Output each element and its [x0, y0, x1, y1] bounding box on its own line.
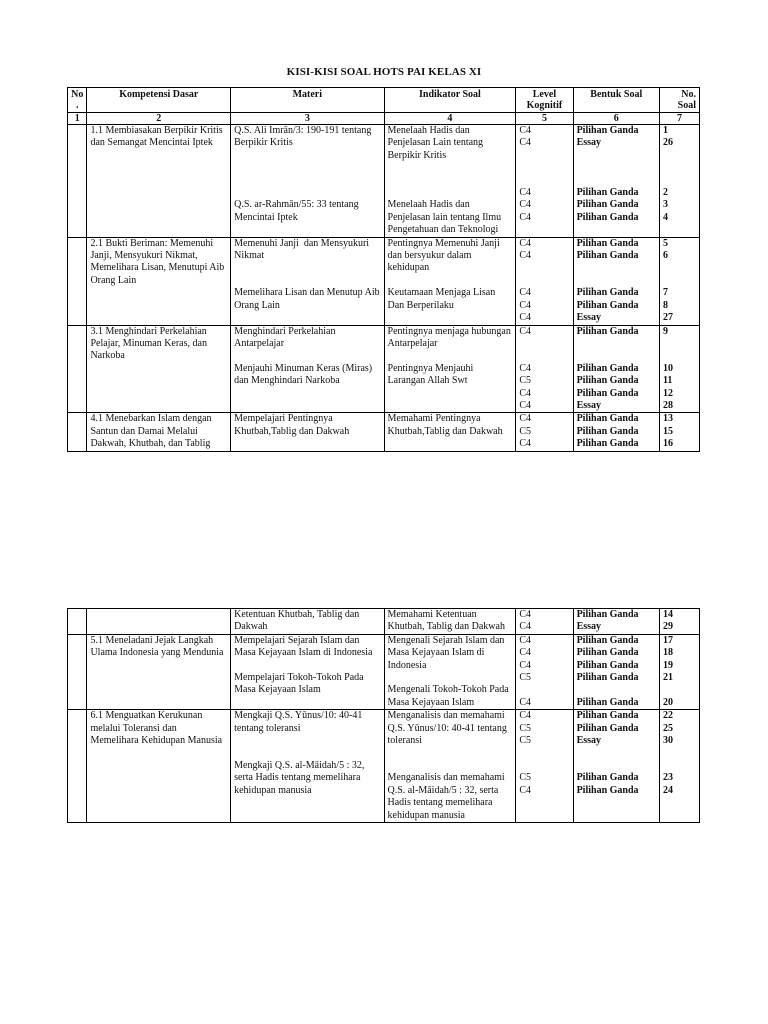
- bentuk-soal-cell-text: Pilihan Ganda Pilihan Ganda Pilihan Ganda Pilihan Ganda Essay: [576, 237, 639, 324]
- materi-cell-text: Menghindari Perkelahian Antarpelajar Menjauhi Minuman Keras (Miras) dan Menghindari Narkoba: [234, 325, 373, 387]
- level-kognitif-cell-text: C4 C5 C4: [519, 413, 531, 450]
- bentuk-soal-cell: [573, 413, 659, 451]
- no-soal-cell-text: 13 15 16: [662, 413, 673, 450]
- materi-cell: [231, 325, 384, 413]
- bentuk-soal-cell: [573, 609, 659, 635]
- materi-cell: [231, 237, 384, 325]
- kompetensi-dasar-cell-text: 6.1 Menguatkan Kerukunan melalui Toleransi dan Memelihara Kehidupan Manusia: [90, 710, 223, 747]
- indikator-soal-cell-text: Menganalisis dan memahami Q.S. Yūnus/10: 40-41 tentang toleransi Menganalisis dan memahami Q.S. al-Māidah/5 : 32, serta Hadis tentang memelihara kehidupan manusia: [387, 710, 507, 821]
- row-number-cell: [68, 634, 87, 709]
- row-number-cell-text: [71, 635, 83, 647]
- row-number-cell: [68, 413, 87, 451]
- no-soal-cell: [659, 609, 699, 635]
- indikator-soal-cell-text: Menelaah Hadis dan Penjelasan Lain tentang Berpikir Kritis Menelaah Hadis dan Penjelasan lain tentang Ilmu Pengetahuan dan Teknologi: [387, 125, 502, 236]
- kompetensi-dasar-cell: [87, 125, 231, 238]
- header-kompetensi-dasar: Kompetensi Dasar: [87, 88, 231, 113]
- kompetensi-dasar-cell-text: 3.1 Menghindari Perkelahian Pelajar, Minuman Keras, dan Narkoba: [90, 325, 210, 362]
- bentuk-soal-cell: [573, 237, 659, 325]
- column-number: 2: [87, 113, 231, 125]
- row-number-cell-text: [71, 326, 83, 338]
- bentuk-soal-cell-text: Pilihan Ganda Pilihan Ganda Pilihan Ganda Pilihan Ganda Pilihan Ganda: [576, 634, 639, 708]
- level-kognitif-cell: [516, 237, 573, 325]
- bentuk-soal-cell: [573, 125, 659, 238]
- header-indikator-soal: Indikator Soal: [384, 88, 516, 113]
- column-number: 4: [384, 113, 516, 125]
- no-soal-cell-text: 14 29: [662, 609, 673, 633]
- no-soal-cell: [659, 710, 699, 823]
- row-number-cell-text: [71, 413, 83, 425]
- row-number-cell: [68, 125, 87, 238]
- bentuk-soal-cell-text: Pilihan Ganda Pilihan Ganda Pilihan Ganda Pilihan Ganda Essay: [576, 325, 639, 411]
- row-number-cell: [68, 237, 87, 325]
- kompetensi-dasar-cell: [87, 710, 231, 823]
- materi-cell: [231, 634, 384, 709]
- kompetensi-dasar-cell-text: 4.1 Menebarkan Islam dengan Santun dan Damai Melalui Dakwah, Khutbah, dan Tablig: [90, 413, 215, 450]
- materi-cell-text: Memenuhi Janji dan Mensyukuri Nikmat Memelihara Lisan dan Menutup Aib Orang Lain: [234, 237, 380, 311]
- kompetensi-dasar-cell: [87, 237, 231, 325]
- level-kognitif-cell: [516, 634, 573, 709]
- indikator-soal-cell-text: Mengenali Sejarah Islam dan Masa Kejayaan Islam di Indonesia Mengenali Tokoh-Tokoh Pada Masa Kejayaan Islam: [387, 634, 509, 708]
- level-kognitif-cell-text: C4 C4 C4 C5 C4: [519, 634, 531, 708]
- bentuk-soal-cell-text: Pilihan Ganda Essay: [576, 609, 639, 633]
- column-number: 5: [516, 113, 573, 125]
- level-kognitif-cell-text: C4 C5 C5 C5 C4: [519, 710, 531, 796]
- column-number: 1: [68, 113, 87, 125]
- row-number-cell-text: [71, 609, 83, 621]
- table-row: [68, 237, 700, 325]
- kompetensi-dasar-cell: [87, 413, 231, 451]
- no-soal-cell: [659, 634, 699, 709]
- materi-cell-text: Ketentuan Khutbah, Tablig dan Dakwah: [234, 609, 362, 633]
- materi-cell: [231, 710, 384, 823]
- no-soal-cell: [659, 237, 699, 325]
- kompetensi-dasar-cell-text: [90, 609, 227, 621]
- materi-cell-text: Mengkaji Q.S. Yūnus/10: 40-41 tentang toleransi Mengkaji Q.S. al-Māidah/5 : 32, serta Hadis tentang memelihara kehidupan manusia: [234, 710, 365, 796]
- row-number-cell-text: [71, 710, 83, 722]
- indikator-soal-cell: [384, 237, 516, 325]
- header-bentuk-soal: Bentuk Soal: [573, 88, 659, 113]
- no-soal-cell-text: 9 10 11 12 28: [662, 325, 673, 411]
- kompetensi-dasar-cell-text: 2.1 Bukti Beriman: Memenuhi Janji, Mensyukuri Nikmat, Memelihara Lisan, Menutupi Aib Orang Lain: [90, 237, 227, 286]
- no-soal-cell-text: 17 18 19 21 20: [662, 634, 673, 708]
- indikator-soal-cell-text: Memahami Ketentuan Khutbah, Tablig dan Dakwah: [387, 609, 505, 633]
- row-number-cell: [68, 325, 87, 413]
- kompetensi-dasar-cell-text: 1.1 Membiasakan Berpikir Kritis dan Semangat Mencintai Iptek: [90, 125, 226, 149]
- indikator-soal-cell: [384, 413, 516, 451]
- bentuk-soal-cell: [573, 325, 659, 413]
- row-number-cell: [68, 710, 87, 823]
- header-level-kognitif: Level Kognitif: [516, 88, 573, 113]
- document-title: KISI-KISI SOAL HOTS PAI KELAS XI: [286, 66, 482, 78]
- no-soal-cell: [659, 325, 699, 413]
- no-soal-cell-text: 1 26 2 3 4: [662, 125, 673, 223]
- indikator-soal-cell: [384, 710, 516, 823]
- kompetensi-dasar-cell: [87, 609, 231, 635]
- row-number-cell-text: [71, 238, 83, 250]
- column-number-row: [68, 113, 700, 125]
- header-no-soal: No. Soal: [659, 88, 699, 113]
- no-soal-cell: [659, 413, 699, 451]
- indikator-soal-cell-text: Memahami Pentingnya Khutbah,Tablig dan Dakwah: [387, 413, 503, 437]
- bentuk-soal-cell-text: Pilihan Ganda Pilihan Ganda Pilihan Ganda: [576, 413, 639, 450]
- table-row: [68, 413, 700, 451]
- level-kognitif-cell: [516, 125, 573, 238]
- level-kognitif-cell: [516, 325, 573, 413]
- table-row: [68, 710, 700, 823]
- kompetensi-dasar-cell: [87, 634, 231, 709]
- no-soal-cell-text: 5 6 7 8 27: [662, 237, 673, 324]
- indikator-soal-cell-text: Pentingnya Memenuhi Janji dan bersyukur dalam kehidupan Keutamaan Menjaga Lisan Dan Berperilaku: [387, 237, 500, 311]
- materi-cell: [231, 413, 384, 451]
- materi-cell-text: Mempelajari Sejarah Islam dan Masa Kejayaan Islam di Indonesia Mempelajari Tokoh-Tokoh Pada Masa Kejayaan Islam: [234, 634, 373, 696]
- level-kognitif-cell-text: C4 C4 C4 C4 C4: [519, 237, 531, 324]
- header-row: [68, 88, 700, 113]
- kompetensi-dasar-cell-text: 5.1 Meneladani Jejak Langkah Ulama Indonesia yang Mendunia: [90, 634, 224, 659]
- level-kognitif-cell: [516, 609, 573, 635]
- level-kognitif-cell-text: C4 C4 C4 C4 C4: [519, 125, 531, 223]
- kisi-table-page-2: [67, 608, 700, 823]
- indikator-soal-cell: [384, 634, 516, 709]
- bentuk-soal-cell-text: Pilihan Ganda Essay Pilihan Ganda Pilihan Ganda Pilihan Ganda: [576, 125, 639, 223]
- bentuk-soal-cell-text: Pilihan Ganda Pilihan Ganda Essay Pilihan Ganda Pilihan Ganda: [576, 710, 639, 796]
- indikator-soal-cell: [384, 609, 516, 635]
- header-materi: Materi: [231, 88, 384, 113]
- table-row: [68, 634, 700, 709]
- materi-cell-text: Q.S. Ali Imrān/3: 190-191 tentang Berpikir Kritis Q.S. ar-Rahmān/55: 33 tentang Mencintai Iptek: [234, 125, 372, 223]
- indikator-soal-cell: [384, 325, 516, 413]
- kisi-table-page-1: [67, 87, 700, 452]
- level-kognitif-cell-text: C4 C4 C5 C4 C4: [519, 325, 531, 411]
- table-row: [68, 125, 700, 238]
- materi-cell-text: Mempelajari Pentingnya Khutbah,Tablig dan Dakwah: [234, 413, 350, 437]
- level-kognitif-cell: [516, 413, 573, 451]
- no-soal-cell-text: 22 25 30 23 24: [662, 710, 673, 796]
- column-number: 3: [231, 113, 384, 125]
- header-no: No .: [68, 88, 87, 113]
- table-row: [68, 609, 700, 635]
- row-number-cell-text: [71, 125, 83, 137]
- level-kognitif-cell: [516, 710, 573, 823]
- indikator-soal-cell-text: Pentingnya menjaga hubungan Antarpelajar Pentingnya Menjauhi Larangan Allah Swt: [387, 325, 511, 387]
- table-row: [68, 325, 700, 413]
- bentuk-soal-cell: [573, 710, 659, 823]
- row-number-cell: [68, 609, 87, 635]
- no-soal-cell: [659, 125, 699, 238]
- column-number: 6: [573, 113, 659, 125]
- level-kognitif-cell-text: C4 C4: [519, 609, 531, 633]
- indikator-soal-cell: [384, 125, 516, 238]
- bentuk-soal-cell: [573, 634, 659, 709]
- kompetensi-dasar-cell: [87, 325, 231, 413]
- materi-cell: [231, 609, 384, 635]
- column-number: 7: [659, 113, 699, 125]
- materi-cell: [231, 125, 384, 238]
